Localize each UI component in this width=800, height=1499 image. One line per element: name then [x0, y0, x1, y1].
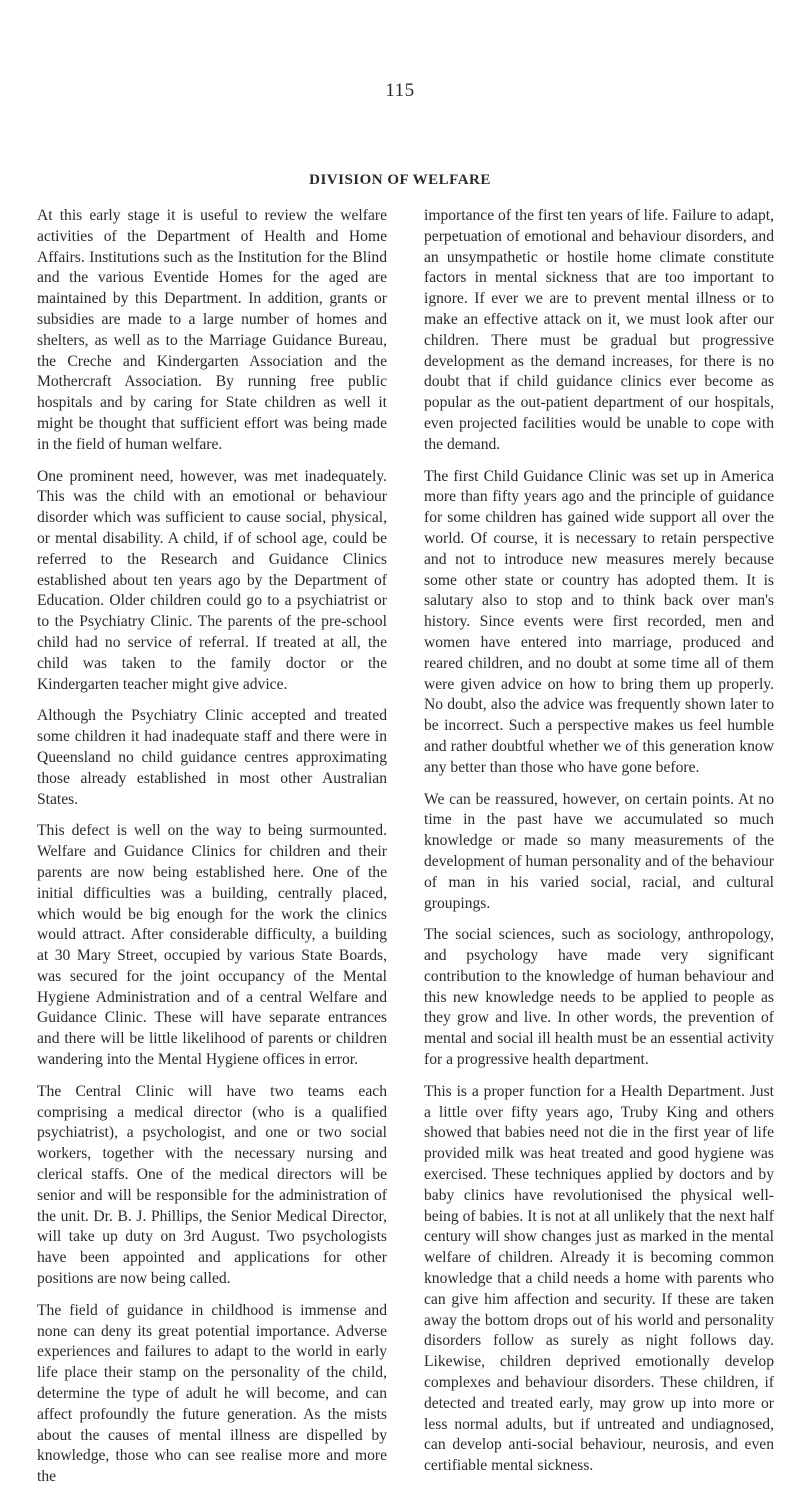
- paragraph: At this early stage it is useful to review the welfare activities of the Department of Health and Home Affairs. Institutions such as the Institution for the Blind and the various Eventide Homes for the aged are maintained by this Department. In addition, grants or subsidies are made to a large number of homes and shelters, as well as to the Marriage Guidance Bureau, the Creche and Kindergarten Association and the Mothercraft Association. By running free public hospitals and by caring for State children as well it might be thought that sufficient effort was being made in the field of human welfare.: [37, 207, 387, 453]
- paragraph: This is a proper function for a Health Department. Just a little over fifty years ago, Truby King and others showed that babies need not die in the first year of life provided milk was heat treated and good hygiene was exercised. These techniques applied by doctors and by baby clinics have revolutionised the physical well-being of babies. It is not at all unlikely that the next half century will show changes just as marked in the mental welfare of children. Already it is becoming common knowledge that a child needs a home with parents who can give him affection and security. If these are taken away the bottom drops out of his world and personality disorders follow as surely as night follows day. Likewise, children deprived emotionally develop complexes and behaviour disorders. These children, if detected and treated early, may grow up into more or less normal adults, but if untreated and undiagnosed, can develop anti-social behaviour, neurosis, and even certifiable mental sickness.: [424, 1082, 774, 1475]
- paragraph: We can be reassured, however, on certain points. At no time in the past have we accumulated so much knowledge or made so many measurements of the development of human personality and of the behaviour of man in his varied social, racial, and cultural groupings.: [424, 790, 774, 912]
- page-number: 115: [385, 80, 415, 101]
- right-column: [424, 206, 774, 1488]
- paragraph: The first Child Guidance Clinic was set up in America more than fifty years ago and the principle of guidance for some children has gained wide support all over the world. Of course, it is necessary to retain perspective and not to introduce new measures merely because some other state or country has adopted them. It is salutary also to stop and to think back over man's history. Since events were first recorded, men and women have entered into marriage, produced and reared children, and no doubt at some time all of them were given advice on how to bring them up properly. No doubt, also the advice was frequently shown later to be incorrect. Such a perspective makes us feel humble and rather doubtful whether we of this generation know any better than those who have gone before.: [424, 467, 774, 776]
- paragraph: The Central Clinic will have two teams each comprising a medical director (who is a qualified psychiatrist), a psychologist, and one or two social workers, together with the necessary nursing and clerical staffs. One of the medical directors will be senior and will be responsible for the administration of the unit. Dr. B. J. Phillips, the Senior Medical Director, will take up duty on 3rd August. Two psychologists have been appointed and applications for other positions are now being called.: [37, 1082, 387, 1288]
- page-title: DIVISION OF WELFARE: [309, 172, 491, 188]
- left-column: [37, 206, 387, 1499]
- paragraph: This defect is well on the way to being surmounted. Welfare and Guidance Clinics for children and their parents are now being established here. One of the initial difficulties was a building, centrally placed, which would be big enough for the work the clinics would attract. After considerable difficulty, a building at 30 Mary Street, occupied by various State Boards, was secured for the joint occupancy of the Mental Hygiene Administration and of a central Welfare and Guidance Clinic. These will have separate entrances and there will be little likelihood of parents or children wandering into the Mental Hygiene offices in error.: [37, 822, 387, 1069]
- paragraph: importance of the first ten years of life. Failure to adapt, perpetuation of emotional and behaviour disorders, and an unsympathetic or hostile home climate constitute factors in mental sickness that are too important to ignore. If ever we are to prevent mental illness or to make an effective attack on it, we must look after our children. There must be gradual but progressive development as the demand increases, for there is no doubt that if child guidance clinics ever become as popular as the out-patient department of our hospitals, even projected facilities would be unable to cope with the demand.: [424, 207, 774, 453]
- paragraph: The social sciences, such as sociology, anthropology, and psychology have made very significant contribution to the knowledge of human behaviour and this new knowledge needs to be applied to people as they grow and live. In other words, the prevention of mental and social ill health must be an essential activity for a progressive health department.: [424, 926, 774, 1069]
- paragraph: The field of guidance in childhood is immense and none can deny its great potential importance. Adverse experiences and failures to adapt to the world in early life place their stamp on the personality of the child, determine the type of adult he will become, and can affect profoundly the future generation. As the mists about the causes of mental illness are dispelled by knowledge, those who can see realise more and more the: [37, 1301, 387, 1486]
- paragraph: One prominent need, however, was met inadequately. This was the child with an emotional or behaviour disorder which was sufficient to cause social, physical, or mental disability. A child, if of school age, could be referred to the Research and Guidance Clinics established about ten years ago by the Department of Education. Older children could go to a psychiatrist or to the Psychiatry Clinic. The parents of the pre-school child had no service of referral. If treated at all, the child was taken to the family doctor or the Kindergarten teacher might give advice.: [37, 467, 387, 693]
- paragraph: Although the Psychiatry Clinic accepted and treated some children it had inadequate staff and there were in Queensland no child guidance centres approximating those already established in most other Australian States.: [37, 707, 387, 808]
